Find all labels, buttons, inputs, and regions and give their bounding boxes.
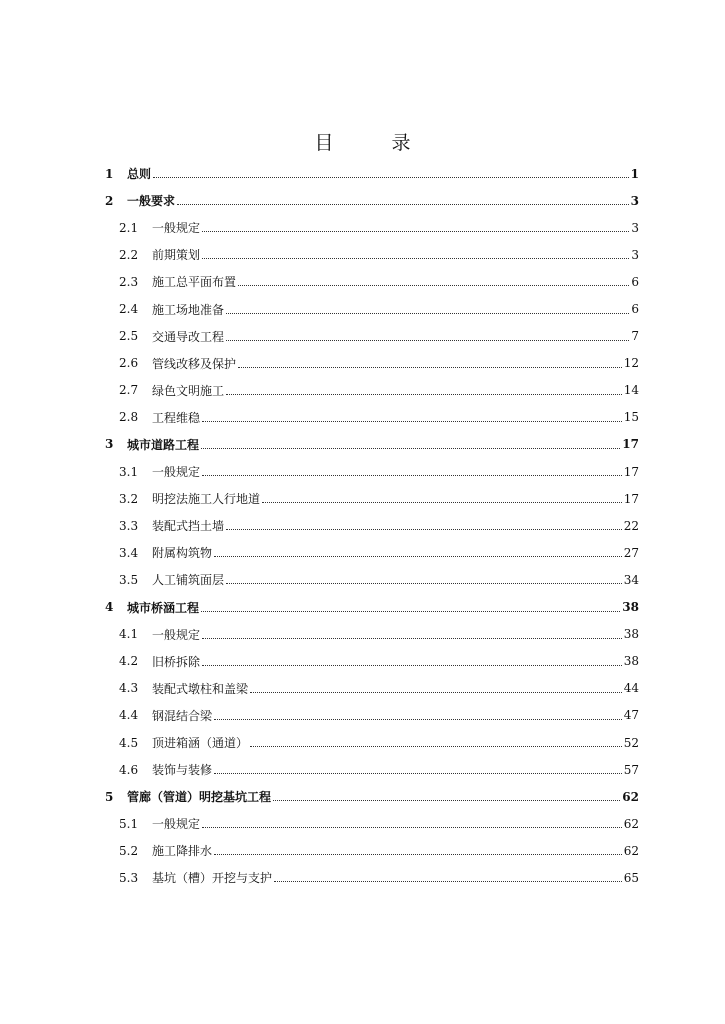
toc-entry-title: 人工铺筑面层 [152,573,225,588]
toc-entry-page-number: 62 [623,843,639,858]
toc-entry-page-number: 6 [631,302,639,317]
toc-entry-number: 2.2 [119,247,139,262]
toc-entry-number: 1 [105,166,114,181]
toc-leader-dots [153,165,629,178]
toc-section-entry[interactable] [105,377,639,404]
toc-entry-page-number: 62 [622,789,639,804]
toc-entry-number: 2.5 [119,329,139,344]
toc-entry-title: 管线改移及保护 [152,356,237,371]
toc-entry-title: 绿色文明施工 [152,383,225,398]
toc-chapter-entry[interactable] [105,594,639,621]
toc-section-entry[interactable] [105,404,639,431]
toc-entry-title: 顶进箱涵（通道） [152,736,249,751]
toc-entry-page-number: 34 [623,572,639,587]
toc-entry-number: 4.6 [119,762,139,777]
toc-entry-title: 钢混结合梁 [152,708,213,723]
toc-entry-number: 3 [105,437,114,452]
toc-leader-dots [201,599,620,612]
toc-leader-dots [226,301,629,314]
toc-entry-page-number: 12 [623,356,639,371]
toc-chapter-entry[interactable] [105,783,639,810]
toc-section-entry[interactable] [105,485,639,512]
toc-leader-dots [202,626,622,639]
toc-leader-dots [214,761,622,774]
toc-section-entry[interactable] [105,295,639,322]
toc-leader-dots [226,328,629,341]
toc-entry-title: 施工总平面布置 [152,275,237,290]
toc-entry-title: 旧桥拆除 [152,654,201,669]
toc-entry-number: 4.3 [119,681,139,696]
toc-entry-title: 管廊（管道）明挖基坑工程 [127,790,272,805]
toc-section-entry[interactable] [105,512,639,539]
toc-chapter-entry[interactable] [105,160,639,187]
toc-section-entry[interactable] [105,810,639,837]
toc-entry-number: 4.5 [119,735,139,750]
toc-entry-number: 4.1 [119,627,139,642]
toc-entry-number: 4.2 [119,654,139,669]
toc-leader-dots [226,382,622,395]
toc-entry-title: 施工降排水 [152,844,213,859]
toc-leader-dots [177,192,629,205]
toc-entry-page-number: 52 [623,735,639,750]
toc-leader-dots [238,355,622,368]
toc-entry-number: 5.3 [119,870,139,885]
toc-entry-page-number: 22 [623,518,639,533]
toc-entry-title: 一般规定 [152,221,201,236]
toc-entry-page-number: 15 [623,410,639,425]
page-title [0,128,725,155]
toc-entry-page-number: 38 [623,627,639,642]
toc-section-entry[interactable] [105,621,639,648]
toc-leader-dots [250,680,622,693]
toc-leader-dots [201,436,620,449]
toc-entry-number: 4.4 [119,708,139,723]
toc-entry-title: 装配式墩柱和盖梁 [152,681,249,696]
toc-entry-page-number: 3 [631,220,639,235]
toc-entry-title: 前期策划 [152,248,201,263]
toc-entry-title: 总则 [127,167,152,182]
toc-leader-dots [273,788,620,801]
toc-entry-page-number: 38 [623,654,639,669]
toc-leader-dots [202,653,622,666]
toc-leader-dots [214,842,622,855]
toc-entry-page-number: 14 [623,383,639,398]
toc-section-entry[interactable] [105,241,639,268]
toc-entry-page-number: 62 [623,816,639,831]
toc-entry-number: 3.3 [119,518,139,533]
toc-entry-page-number: 3 [631,247,639,262]
toc-section-entry[interactable] [105,864,639,891]
toc-chapter-entry[interactable] [105,187,639,214]
toc-entry-number: 2.1 [119,220,139,235]
toc-entry-number: 3.1 [119,464,139,479]
toc-entry-title: 一般规定 [152,465,201,480]
toc-section-entry[interactable] [105,458,639,485]
toc-entry-title: 装配式挡土墙 [152,519,225,534]
toc-section-entry[interactable] [105,268,639,295]
table-of-contents [105,160,639,892]
toc-leader-dots [202,219,629,232]
toc-section-entry[interactable] [105,648,639,675]
toc-entry-title: 交通导改工程 [152,329,225,344]
toc-entry-title: 一般要求 [127,194,176,209]
toc-entry-page-number: 7 [631,329,639,344]
toc-section-entry[interactable] [105,539,639,566]
toc-leader-dots [262,490,622,503]
toc-entry-page-number: 65 [623,870,639,885]
page-title-char-2: 录 [391,132,411,154]
toc-leader-dots [226,517,622,530]
toc-leader-dots [250,734,622,747]
toc-entry-title: 基坑（槽）开挖与支护 [152,871,273,886]
toc-entry-number: 5.1 [119,816,139,831]
toc-leader-dots [202,463,622,476]
toc-section-entry[interactable] [105,675,639,702]
toc-entry-title: 一般规定 [152,627,201,642]
toc-leader-dots [238,273,629,286]
toc-entry-number: 3.5 [119,572,139,587]
toc-entry-page-number: 17 [623,464,639,479]
toc-entry-page-number: 17 [623,491,639,506]
page-title-char-1: 目 [314,132,334,154]
toc-entry-number: 2.8 [119,410,139,425]
toc-section-entry[interactable] [105,214,639,241]
toc-leader-dots [214,707,622,720]
toc-chapter-entry[interactable] [105,431,639,458]
toc-section-entry[interactable] [105,323,639,350]
toc-entry-number: 3.4 [119,545,139,560]
toc-leader-dots [226,571,622,584]
toc-entry-number: 2 [105,193,114,208]
toc-entry-title: 附属构筑物 [152,546,213,561]
toc-entry-page-number: 17 [622,437,639,452]
toc-leader-dots [202,246,629,259]
toc-entry-title: 城市道路工程 [127,437,200,452]
toc-entry-page-number: 27 [623,545,639,560]
toc-entry-page-number: 57 [623,762,639,777]
toc-entry-number: 2.6 [119,356,139,371]
toc-entry-page-number: 6 [631,274,639,289]
toc-section-entry[interactable] [105,702,639,729]
toc-entry-title: 明挖法施工人行地道 [152,492,261,507]
toc-entry-number: 2.3 [119,274,139,289]
toc-entry-number: 3.2 [119,491,139,506]
toc-entry-page-number: 38 [622,600,639,615]
toc-entry-title: 施工场地准备 [152,302,225,317]
toc-entry-number: 4 [105,600,114,615]
toc-section-entry[interactable] [105,566,639,593]
toc-leader-dots [202,815,622,828]
toc-section-entry[interactable] [105,729,639,756]
toc-leader-dots [274,869,622,882]
toc-section-entry[interactable] [105,756,639,783]
toc-entry-number: 5.2 [119,843,139,858]
toc-entry-page-number: 1 [630,166,639,181]
toc-leader-dots [202,409,622,422]
toc-entry-title: 一般规定 [152,817,201,832]
toc-section-entry[interactable] [105,350,639,377]
toc-entry-page-number: 44 [623,681,639,696]
toc-section-entry[interactable] [105,837,639,864]
toc-entry-number: 5 [105,789,114,804]
toc-entry-page-number: 3 [630,193,639,208]
toc-entry-title: 装饰与装修 [152,763,213,778]
toc-entry-number: 2.7 [119,383,139,398]
toc-leader-dots [214,544,622,557]
toc-entry-title: 城市桥涵工程 [127,600,200,615]
toc-entry-page-number: 47 [623,708,639,723]
toc-entry-title: 工程维稳 [152,410,201,425]
toc-entry-number: 2.4 [119,302,139,317]
